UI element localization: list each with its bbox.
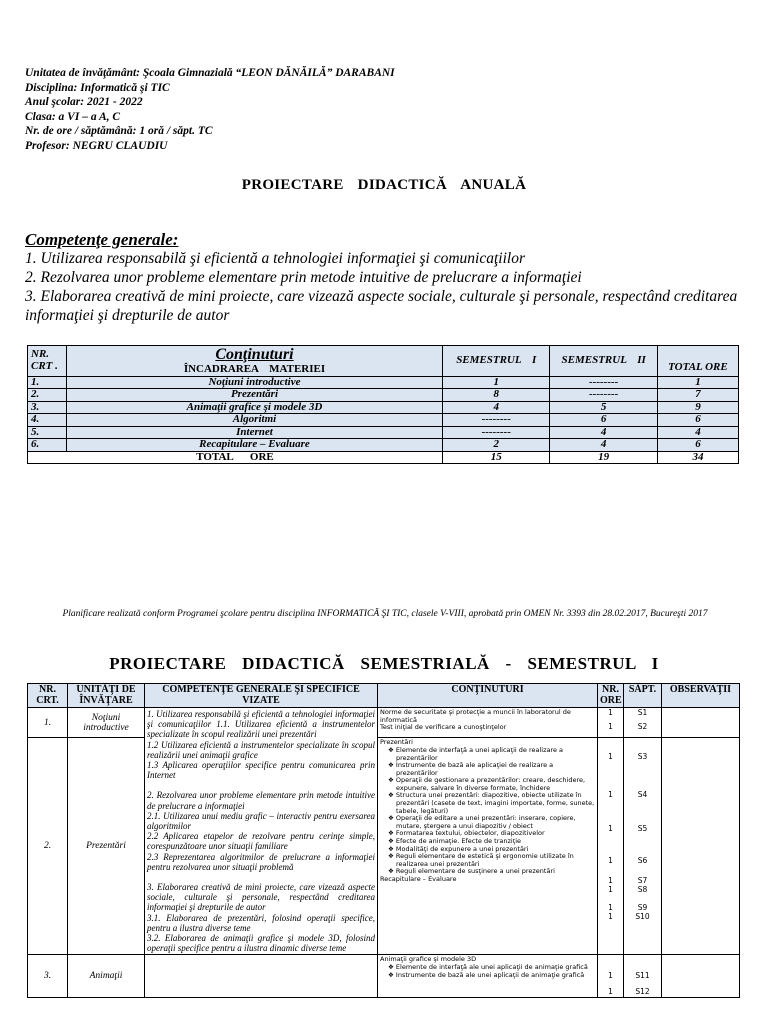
col-nr-crt: NR. CRT.	[28, 684, 68, 708]
incadrare-heading: ÎNCADRAREA MATERIEI	[183, 363, 326, 375]
header-discipline: Disciplina: Informatică şi TIC	[25, 81, 170, 94]
competence-item: 3. Elaborarea creativă de mini proiecte, care vizează aspecte sociale, culturale şi personale, respectând creditarea informaţiei şi drepturile de autor	[25, 288, 738, 324]
total-row	[28, 451, 739, 464]
header-class: Clasa: a VI – a A, C	[25, 110, 121, 123]
col-sem1: SEMESTRUL I	[443, 346, 550, 377]
header-teacher: Profesor: NEGRU CLAUDIU	[25, 139, 168, 152]
total-sem2: 19	[550, 451, 657, 464]
col-competences: COMPETENŢE GENERALE ŞI SPECIFICE VIZATE	[145, 684, 378, 708]
annual-title: PROIECTARE DIDACTICĂ ANUALĂ	[241, 177, 527, 193]
col-contents: CONŢINUTURI	[378, 684, 598, 708]
footnote: Planificare realizată conform Programei şcolare pentru disciplina INFORMATICĂ ŞI TIC, clasele V-VIII, aprobată prin OMEN Nr. 3393 din 28.02.2017, Bucureşti 2017	[62, 609, 708, 619]
table-row: 3. Animaţii Animaţii grafice şi modele 3D ❖ Elemente de interfaţă ale unei aplicaţii de animaţie grafică ❖ Instrumente de bază ale unei aplicaţii de animaţie grafică 1 1 S11 S12	[28, 955, 740, 998]
table-row: 6. Recapitulare – Evaluare 2 4 6	[28, 439, 739, 452]
table-row: 5. Internet -------- 4 4	[28, 426, 739, 439]
header-hours: Nr. de ore / săptămână: 1 oră / săpt. TC	[25, 125, 213, 137]
competence-item: 2. Rezolvarea unor probleme elementare prin metode intuitive de prelucrare a informaţiei	[25, 269, 582, 286]
general-competences	[25, 230, 755, 325]
col-week: SĂPT.	[624, 684, 662, 708]
header-school: Unitatea de învăţământ: Şcoala Gimnazială “LEON DĂNĂILĂ” DARABANI	[25, 67, 395, 79]
competence-item: 1. Utilizarea responsabilă şi eficientă a tehnologiei informaţiei şi comunicaţiilor	[25, 250, 525, 267]
table-row: 1. Noţiuni introductive 1. Utilizarea responsabilă şi eficientă a tehnologiei informaţiei şi comunicaţiilor 1.1. Utilizarea eficientă a instrumentelor specializate în scopul realizării unei prezentări 1.2 Utilizarea eficientă a instrumentelor specializate în scopul realizării unei animaţii grafice 1.3 Aplicarea operaţiilor specifice pentru comunicarea prin Internet 2. Rezolvarea unor probleme elementare prin metode intuitive de prelucrare a informaţiei 2.1. Utilizarea unui mediu grafic – interactiv pentru exersarea algoritmilor 2.2 Aplicarea etapelor de rezolvare pentru cerinţe simple, corespunzătoare unor situaţii familiare 2.3 Reprezentarea algoritmilor de prelucrare a informaţiei pentru rezolvarea unor situaţii problemă 3. Elaborarea creativă de mini proiecte, care vizează aspecte sociale, culturale şi personale, respectând creditarea informaţiei şi drepturile de autor 3.1. Elaborarea de prezentări, folosind operaţii specifice, pentru a ilustra diverse teme 3.2. Elaborarea de animaţii grafice şi modele 3D, folosind operaţii specifice pentru a ilustra dinamic diverse teme Norme de securitate şi protecţie a muncii în laboratorul de informatică Test iniţial de verificare a cunoştinţelor 1 1 S1 S2	[28, 708, 740, 738]
col-hours: NR. ORE	[598, 684, 624, 708]
col-contents	[66, 346, 442, 377]
col-observations: OBSERVAŢII	[662, 684, 740, 708]
table-row: 4. Algoritmi -------- 6 6	[28, 414, 739, 427]
semester-table	[27, 683, 740, 998]
table-row: 3. Animaţii grafice şi modele 3D 4 5 9	[28, 401, 739, 414]
col-total: TOTAL ORE	[657, 346, 738, 377]
annual-summary-table	[27, 345, 739, 464]
total-sem1: 15	[443, 451, 550, 464]
table-row: 2. Prezentări 8 -------- 7	[28, 389, 739, 402]
competences-heading: Competenţe generale:	[25, 230, 179, 249]
contents-heading: Conţinuturi	[215, 346, 294, 363]
table-row: 1. Noţiuni introductive 1 -------- 1	[28, 376, 739, 389]
col-nr: NR. CRT .	[28, 346, 67, 377]
col-sem2: SEMESTRUL II	[550, 346, 657, 377]
total-all: 34	[657, 451, 738, 464]
semester-title: PROIECTARE DIDACTICĂ SEMESTRIALĂ - SEMESTRUL I	[109, 654, 659, 673]
header-year: Anul şcolar: 2021 - 2022	[25, 96, 143, 108]
total-label: TOTAL ORE	[28, 451, 443, 464]
table-row: 2. Prezentări Prezentări ❖ Elemente de interfaţă a unei aplicaţii de realizare a prezentărilor ❖ Instrumente de bază ale aplicaţiei de realizare a prezentărilor ❖ Operaţii de gestionare a prezentărilor: creare, deschidere, expunere, salvare în diverse formate, închidere ❖ Structura unei prezentări: diapozitive, obiecte utilizate în prezentări (casete de text, imagini importate, forme, sunete, tabele, legături) ❖ Operaţii de editare a unei prezentări: inserare, copiere, mutare, ştergere a unui diapozitiv / obiect ❖ Formatarea textului, obiectelor, diapozitivelor ❖ Efecte de animaţie. Efecte de tranziţie ❖ Modalităţi de expunere a unei prezentări ❖ Reguli elementare de estetică şi ergonomie utilizate în realizarea unei prezentări ❖ Reguli elementare de susţinere a unei prezentări Recapitulare – Evaluare 1 1 1 1 1 1 1 1 S3 S4 S5 S6 S7 S8 S9 S10	[28, 738, 740, 955]
col-units: UNITĂŢI DE ÎNVĂŢARE	[68, 684, 145, 708]
school-header	[25, 66, 395, 153]
